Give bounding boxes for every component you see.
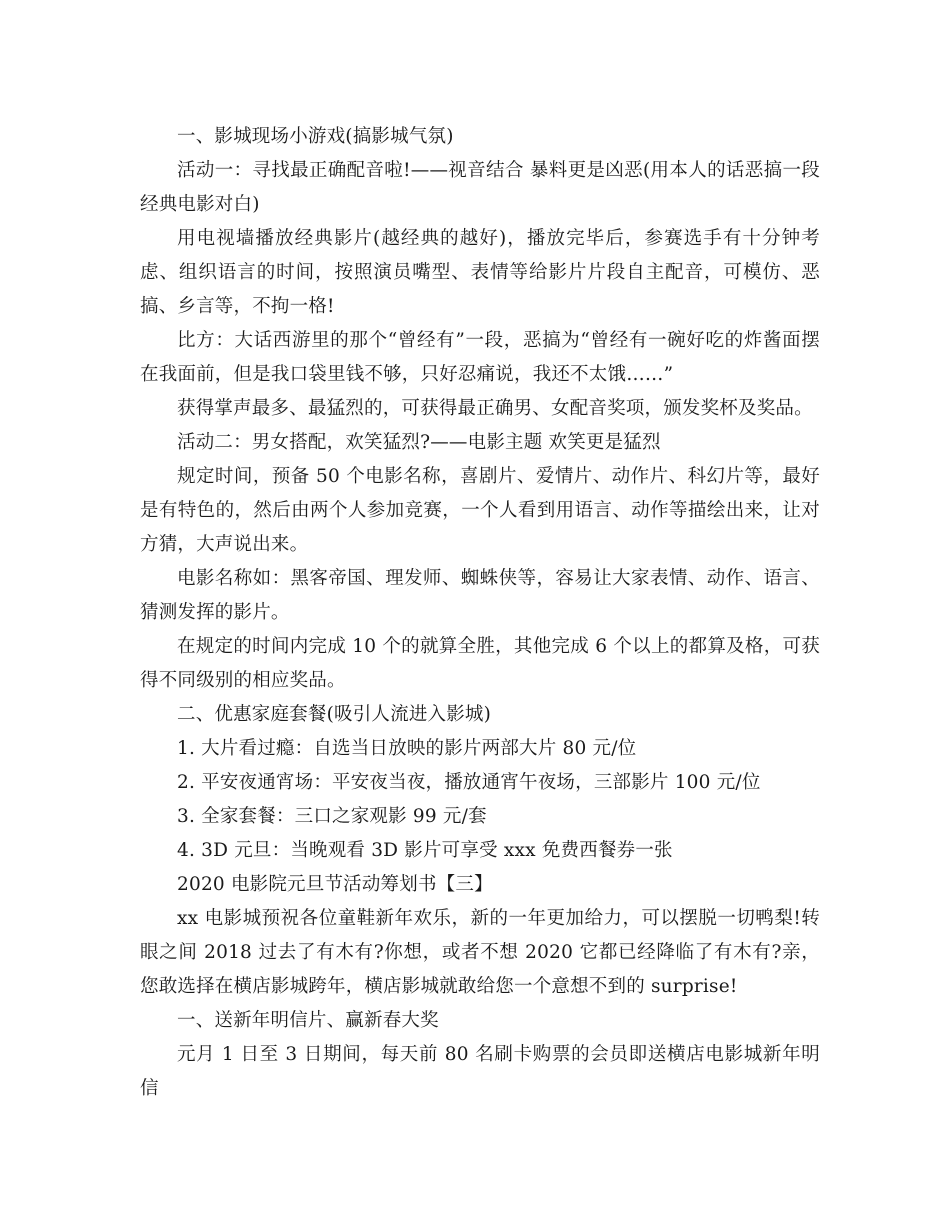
section-heading-games: 一、影城现场小游戏(搞影城气氛) <box>177 126 454 147</box>
package-item-3: 3. 全家套餐：三口之家观影 99 元/套 <box>177 806 487 827</box>
package-item-1: 1. 大片看过瘾：自选当日放映的影片两部大片 80 元/位 <box>177 738 637 759</box>
activity-one-example: 比方：大话西游里的那个“曾经有”一段，恶搞为“曾经有一碗好吃的炸酱面摆在我面前，但是我口袋里钱不够，只好忍痛说，我还不太饿……” <box>140 330 820 385</box>
section-heading-packages: 二、优惠家庭套餐(吸引人流进入影城) <box>177 704 492 725</box>
postcards-description: 元月 1 日至 3 日期间，每天前 80 名刷卡购票的会员即送横店电影城新年明信 <box>140 1044 820 1099</box>
activity-one-description: 用电视墙播放经典影片(越经典的越好)，播放完毕后，参赛选手有十分钟考虑、组织语言的时间，按照演员嘴型、表情等给影片片段自主配音，可模仿、恶搞、乡言等，不拘一格! <box>140 228 820 317</box>
activity-two-prize: 在规定的时间内完成 10 个的就算全胜，其他完成 6 个以上的都算及格，可获得不同级别的相应奖品。 <box>140 636 820 691</box>
activity-two-title: 活动二：男女搭配，欢笑猛烈?——电影主题 欢笑更是猛烈 <box>177 432 661 453</box>
package-item-4: 4. 3D 元旦：当晚观看 3D 影片可享受 xxx 免费西餐券一张 <box>177 840 673 861</box>
package-item-2: 2. 平安夜通宵场：平安夜当夜，播放通宵午夜场，三部影片 100 元/位 <box>177 772 761 793</box>
document-body <box>140 120 820 1106</box>
activity-two-rules: 规定时间，预备 50 个电影名称，喜剧片、爱情片、动作片、科幻片等，最好是有特色的，然后由两个人参加竞赛，一个人看到用语言、动作等描绘出来，让对方猜，大声说出来。 <box>140 466 820 555</box>
plan-three-title: 2020 电影院元旦节活动筹划书【三】 <box>177 874 493 895</box>
section-heading-postcards: 一、送新年明信片、赢新春大奖 <box>177 1010 439 1031</box>
plan-three-intro: xx 电影城预祝各位童鞋新年欢乐，新的一年更加给力，可以摆脱一切鸭梨!转眼之间 2018 过去了有木有?你想，或者不想 2020 它都已经降临了有木有?亲，您敢选择在横店影城跨年，横店影城就敢给您一个意想不到的 surprise! <box>140 908 820 997</box>
activity-one-prize: 获得掌声最多、最猛烈的，可获得最正确男、女配音奖项，颁发奖杯及奖品。 <box>177 398 813 419</box>
activity-two-examples: 电影名称如：黑客帝国、理发师、蜘蛛侠等，容易让大家表情、动作、语言、猜测发挥的影片。 <box>140 568 820 623</box>
activity-one-title: 活动一：寻找最正确配音啦!——视音结合 暴料更是凶恶(用本人的话恶搞一段经典电影对白) <box>140 160 820 215</box>
